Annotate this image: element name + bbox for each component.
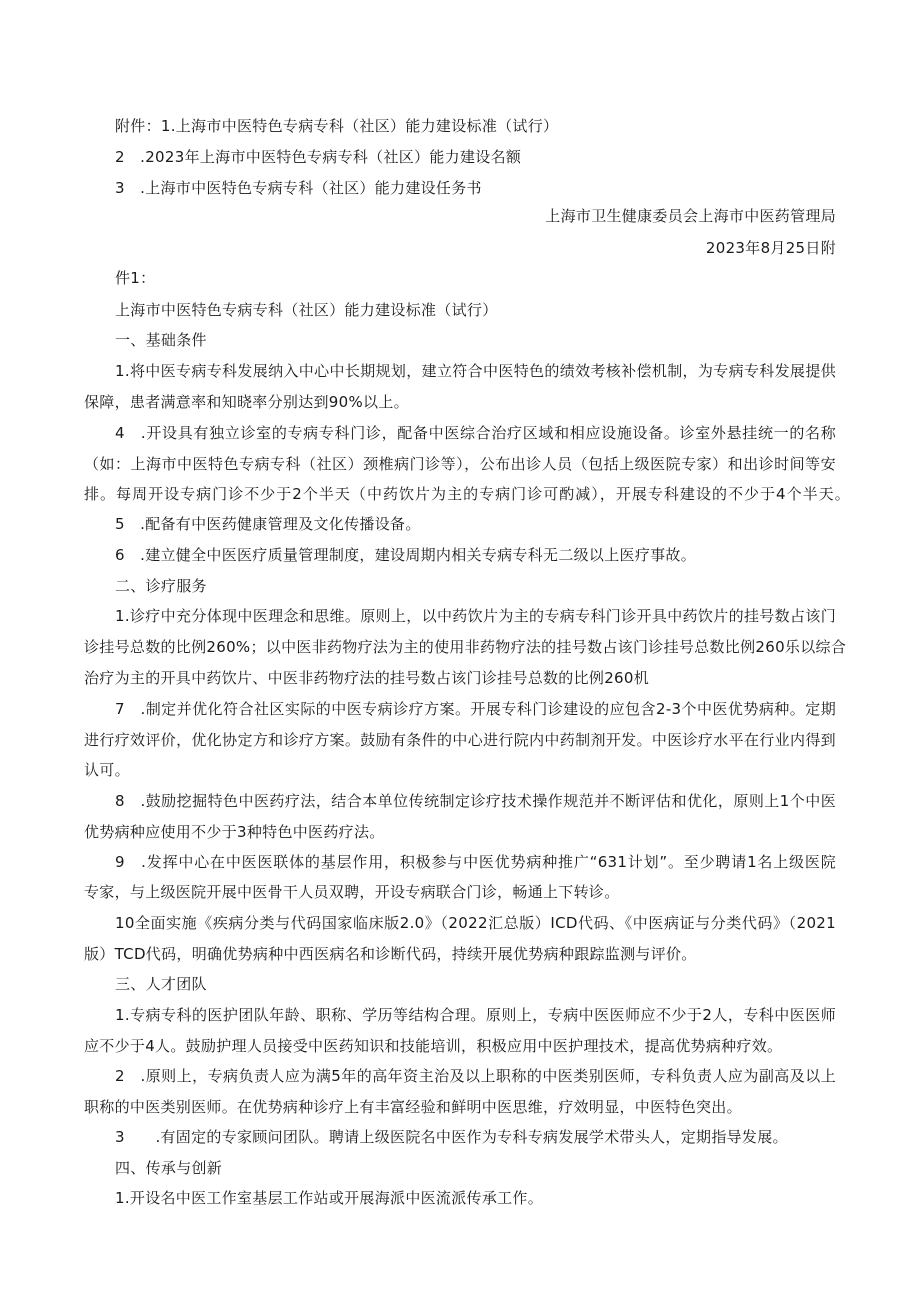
paragraph-line: 职称的中医类别医师。在优势病种诊疗上有丰富经验和鲜明中医思维，疗效明显，中医特色突出。 — [84, 1098, 742, 1116]
attachment-line-2: 2 .2023年上海市中医特色专病专科（社区）能力建设名额 — [115, 148, 522, 166]
paragraph-line: 进行疗效评价，优化协定方和诊疗方案。鼓励有条件的中心进行院内中药制剂开发。中医诊疗水平在行业内得到 — [84, 731, 836, 749]
paragraph-line: 版）TCD代码，明确优势病种中西医病名和诊断代码，持续开展优势病种跟踪监测与评价。 — [84, 945, 697, 963]
paragraph-line: 2 .原则上，专病负责人应为满5年的高年资主治及以上职称的中医类别医师，专科负责人应为副高及以上 — [115, 1067, 836, 1085]
paragraph-line: 9 .发挥中心在中医医联体的基层作用，积极参与中医优势病种推广“631计划”。至少聘请1名上级医院 — [115, 853, 836, 871]
paragraph-line: 4 .开设具有独立诊室的专病专科门诊，配备中医综合治疗区域和相应设施设备。诊室外悬挂统一的名称 — [115, 424, 836, 442]
paragraph-line: 1.开设名中医工作室基层工作站或开展海派中医流派传承工作。 — [115, 1189, 544, 1207]
paragraph-line: 治疗为主的开具中药饮片、中医非药物疗法的挂号数占该门诊挂号总数的比例260机 — [84, 669, 650, 687]
section-heading-2: 二、诊疗服务 — [115, 577, 207, 595]
paragraph-line: 7 .制定并优化符合社区实际的中医专病诊疗方案。开展专科门诊建设的应包含2-3个中医优势病种。定期 — [115, 700, 836, 718]
paragraph-line: 排。每周开设专病门诊不少于2个半天（中药饮片为主的专病门诊可酌减），开展专科建设的不少于4个半天。 — [84, 485, 850, 503]
attachment-line-3: 3 .上海市中医特色专病专科（社区）能力建设任务书 — [115, 179, 482, 197]
paragraph-line: 5 .配备有中医药健康管理及文化传播设备。 — [115, 515, 421, 533]
paragraph-line: 应不少于4人。鼓励护理人员接受中医药知识和技能培训，积极应用中医护理技术，提高优势病种疗效。 — [84, 1037, 783, 1055]
paragraph-line: 认可。 — [84, 761, 130, 779]
section-heading-4: 四、传承与创新 — [115, 1159, 223, 1177]
paragraph-line: 6 .建立健全中医医疗质量管理制度，建设周期内相关专病专科无二级以上医疗事故。 — [115, 546, 697, 564]
paragraph-line: 诊挂号总数的比例260%；以中医非药物疗法为主的使用非药物疗法的挂号数占该门诊挂号总数比例260乐以综合 — [84, 638, 847, 656]
paragraph-line: 3 .有固定的专家顾问团队。聘请上级医院名中医作为专科专病发展学术带头人，定期指导发展。 — [115, 1128, 788, 1146]
document-title: 上海市中医特色专病专科（社区）能力建设标准（试行） — [115, 301, 498, 319]
paragraph-line: 1.诊疗中充分体现中医理念和思维。原则上，以中药饮片为主的专病专科门诊开具中药饮片的挂号数占该门 — [115, 607, 836, 625]
paragraph-line: 1.专病专科的医护团队年龄、职称、学历等结构合理。原则上，专病中医医师应不少于2人，专科中医医师 — [115, 1006, 836, 1024]
section-heading-1: 一、基础条件 — [115, 331, 207, 349]
issue-date: 2023年8月25日附 — [705, 239, 836, 257]
section-heading-3: 三、人才团队 — [115, 975, 207, 993]
annex-label: 件1： — [115, 269, 156, 287]
paragraph-line: 专家，与上级医院开展中医骨干人员双聘，开设专病联合门诊，畅通上下转诊。 — [84, 883, 620, 901]
paragraph-line: （如：上海市中医特色专病专科（社区）颈椎病门诊等），公布出诊人员（包括上级医院专家）和出诊时间等安 — [84, 455, 836, 473]
paragraph-line: 保障，患者满意率和知晓率分别达到90%以上。 — [84, 393, 409, 411]
attachment-line-1: 附件：1.上海市中医特色专病专科（社区）能力建设标准（试行） — [115, 117, 559, 135]
paragraph-line: 10全面实施《疾病分类与代码国家临床版2.0》（2022汇总版）ICD代码、《中医病证与分类代码》（2021 — [115, 914, 836, 932]
paragraph-line: 优势病种应使用不少于3种特色中医药疗法。 — [84, 823, 385, 841]
paragraph-line: 1.将中医专病专科发展纳入中心中长期规划，建立符合中医特色的绩效考核补偿机制，为专病专科发展提供 — [115, 362, 836, 380]
issuer-signature: 上海市卫生健康委员会上海市中医药管理局 — [545, 207, 836, 225]
paragraph-line: 8 .鼓励挖掘特色中医药疗法，结合本单位传统制定诊疗技术操作规范并不断评估和优化，原则上1个中医 — [115, 792, 836, 810]
